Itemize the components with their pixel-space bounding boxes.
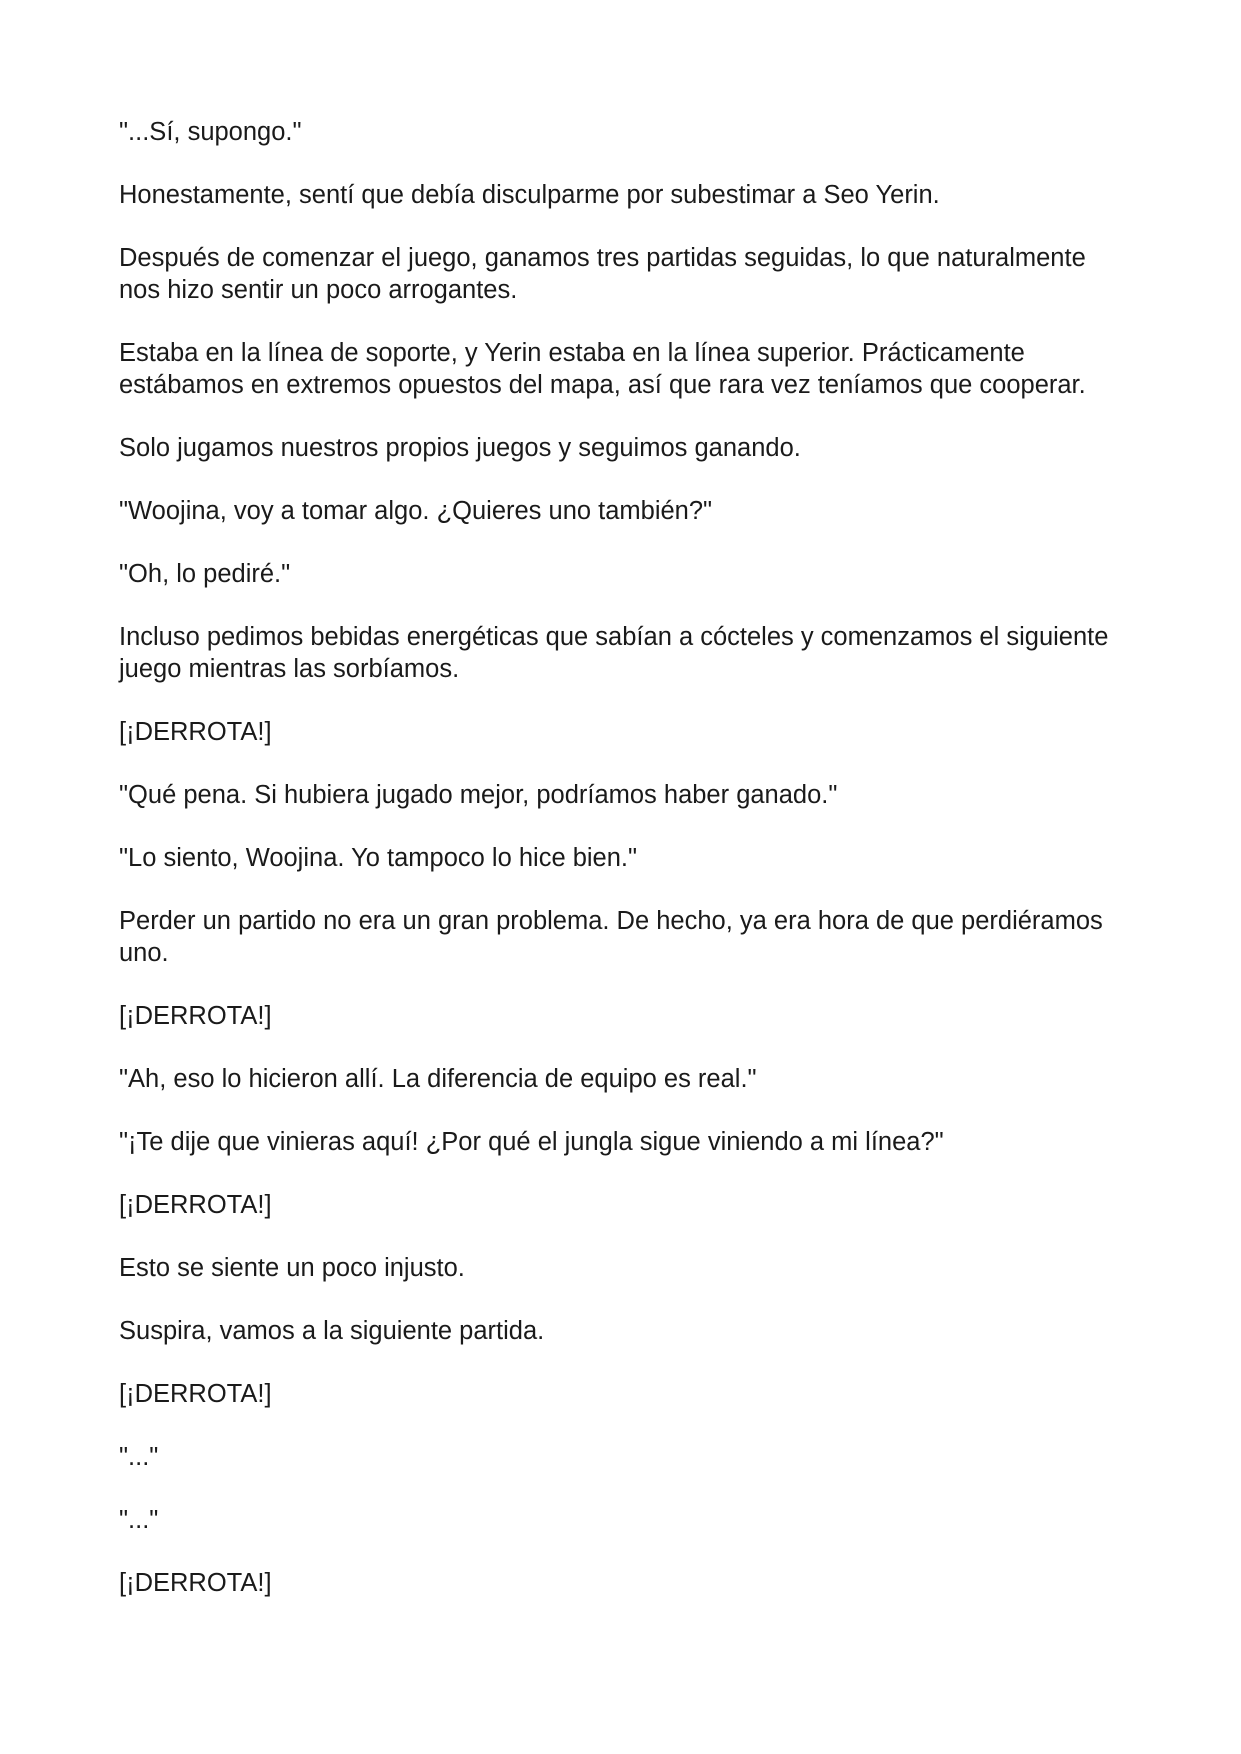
paragraph: Esto se siente un poco injusto. xyxy=(119,1254,465,1282)
paragraph: Suspira, vamos a la siguiente partida. xyxy=(119,1317,545,1345)
paragraph: "...Sí, supongo." xyxy=(119,118,302,146)
document-body xyxy=(119,116,1119,1630)
game-result: [¡DERROTA!] xyxy=(119,1569,272,1597)
paragraph: "Qué pena. Si hubiera jugado mejor, podríamos haber ganado." xyxy=(119,781,838,809)
paragraph: Solo jugamos nuestros propios juegos y seguimos ganando. xyxy=(119,434,801,462)
paragraph: Después de comenzar el juego, ganamos tres partidas seguidas, lo que naturalmente nos hizo sentir un poco arrogantes. xyxy=(119,244,1086,304)
game-result: [¡DERROTA!] xyxy=(119,1191,272,1219)
paragraph: "..." xyxy=(119,1506,159,1534)
game-result: [¡DERROTA!] xyxy=(119,1380,272,1408)
paragraph: Perder un partido no era un gran problema. De hecho, ya era hora de que perdiéramos uno. xyxy=(119,907,1103,967)
paragraph: "Oh, lo pediré." xyxy=(119,560,291,588)
game-result: [¡DERROTA!] xyxy=(119,718,272,746)
paragraph: Honestamente, sentí que debía disculparme por subestimar a Seo Yerin. xyxy=(119,181,940,209)
paragraph: "Woojina, voy a tomar algo. ¿Quieres uno también?" xyxy=(119,497,713,525)
game-result: [¡DERROTA!] xyxy=(119,1002,272,1030)
paragraph: "..." xyxy=(119,1443,159,1471)
paragraph: "¡Te dije que vinieras aquí! ¿Por qué el jungla sigue viniendo a mi línea?" xyxy=(119,1128,944,1156)
paragraph: "Ah, eso lo hicieron allí. La diferencia de equipo es real." xyxy=(119,1065,757,1093)
paragraph: Incluso pedimos bebidas energéticas que sabían a cócteles y comenzamos el siguiente juego mientras las sorbíamos. xyxy=(119,623,1109,683)
paragraph: "Lo siento, Woojina. Yo tampoco lo hice bien." xyxy=(119,844,638,872)
paragraph: Estaba en la línea de soporte, y Yerin estaba en la línea superior. Prácticamente estábamos en extremos opuestos del mapa, así que rara vez teníamos que cooperar. xyxy=(119,339,1086,399)
